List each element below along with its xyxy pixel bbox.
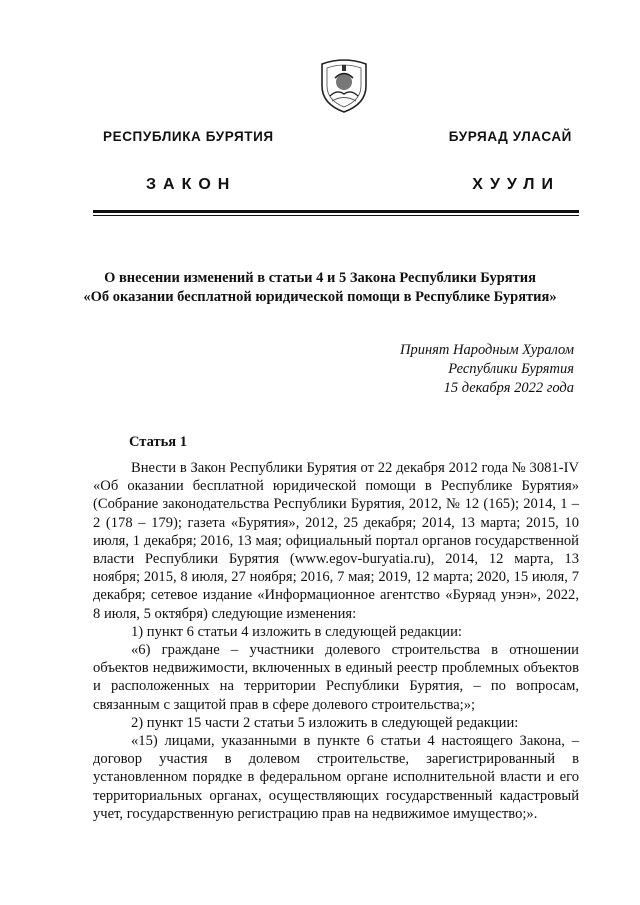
- header-divider-thin: [93, 215, 579, 216]
- title-line-1: О внесении изменений в статьи 4 и 5 Закона Республики Бурятия: [104, 270, 536, 286]
- republic-name-russian: РЕСПУБЛИКА БУРЯТИЯ: [103, 129, 274, 144]
- law-label-russian: ЗАКОН: [146, 176, 237, 193]
- document-title: [60, 269, 580, 307]
- republic-name-buryat: БУРЯАД УЛАСАЙ: [448, 129, 572, 144]
- article-paragraph: «6) граждане – участники долевого строительства в отношении объектов недвижимости, включенных в единый реестр проблемных объектов и расположенных на территории Республики Бурятия, – по вопросам, связанным с защитой прав в сфере долевого строительства;»;: [93, 642, 579, 713]
- law-label-buryat: ХУУЛИ: [472, 176, 560, 193]
- title-line-2: «Об оказании бесплатной юридической помощи в Республике Бурятия»: [83, 289, 557, 305]
- article-body: [93, 459, 579, 823]
- article-paragraph: «15) лицами, указанными в пункте 6 статьи 4 настоящего Закона, – договор участия в долевом строительстве, зарегистрированный в установленном порядке в федеральном органе исполнительной власти и его территориальных органах, осуществляющих государственный кадастровый учет, государственную регистрацию прав на недвижимое имущество;».: [93, 733, 579, 822]
- adoption-line-3: 15 декабря 2022 года: [443, 380, 574, 396]
- adoption-note: [400, 341, 574, 398]
- article-heading: Статья 1: [129, 434, 187, 450]
- article-paragraph: Внести в Закон Республики Бурятия от 22 декабря 2012 года № 3081-IV «Об оказании бесплатной юридической помощи в Республике Бурятия» (Собрание законодательства Республики Бурятия, 2012, № 12 (165); 2014, 1 – 2 (178 – 179); газета «Бурятия», 2012, 25 декабря; 2014, 13 марта; 2015, 10 июля, 1 декабря; 2016, 13 мая; официальный портал органов государственной власти Республики Бурятия (www.egov-buryatia.ru), 2014, 12 марта, 13 ноября; 2015, 8 июля, 27 ноября; 2016, 7 мая; 2019, 12 марта; 2020, 15 июля, 7 декабря; сетевое издание «Информационное агентство «Буряад унэн», 2022, 8 июля, 5 октября) следующие изменения:: [93, 460, 579, 622]
- adoption-line-2: Республики Бурятия: [448, 361, 574, 377]
- article-paragraph: 2) пункт 15 части 2 статьи 5 изложить в следующей редакции:: [131, 714, 519, 731]
- adoption-line-1: Принят Народным Хуралом: [399, 342, 574, 358]
- article-paragraph: 1) пункт 6 статьи 4 изложить в следующей редакции:: [131, 623, 462, 640]
- header-divider-thick: [93, 210, 579, 213]
- coat-of-arms-icon: [318, 56, 370, 114]
